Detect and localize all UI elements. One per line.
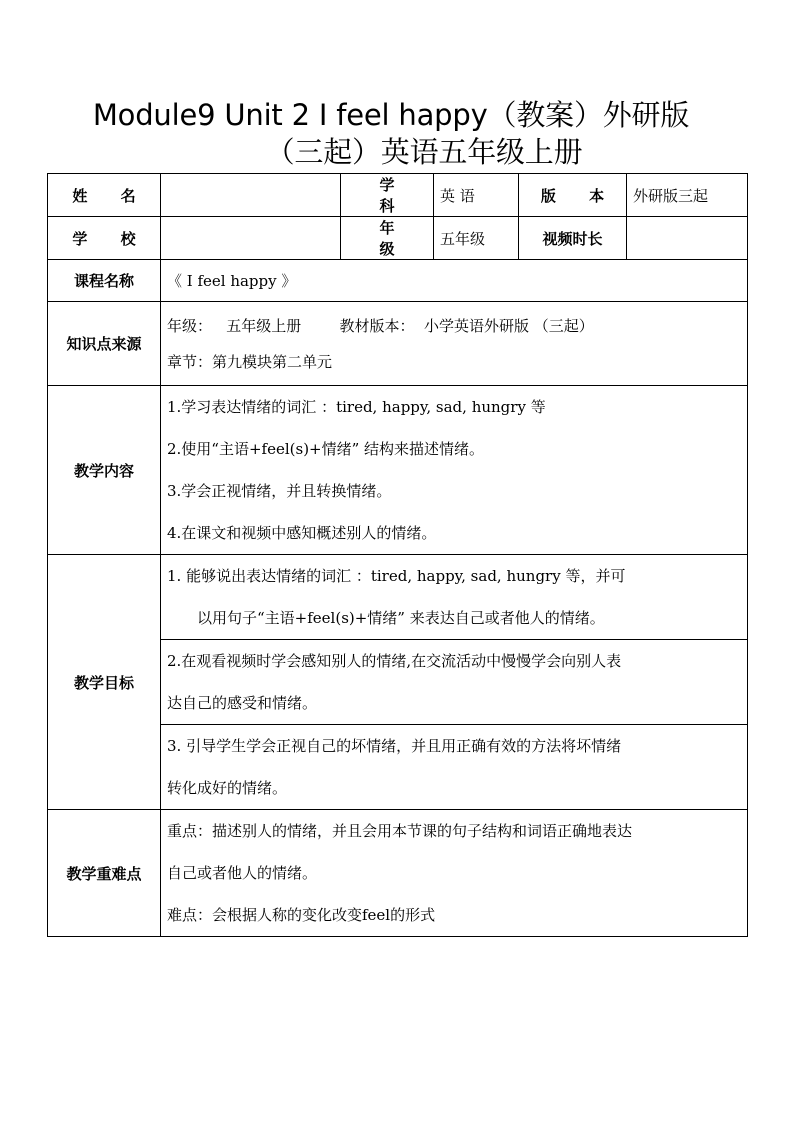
goal-3-line1: 3. 引导学生学会正视自己的坏情绪，并且用正确有效的方法将坏情绪 (167, 737, 622, 755)
goal-1 (161, 555, 748, 640)
row-school (48, 217, 748, 260)
name-value (161, 174, 341, 217)
goal-3-line2: 转化成好的情绪。 (167, 779, 288, 797)
goal-2 (161, 640, 748, 725)
goal-2-line1: 2.在观看视频时学会感知别人的情绪,在交流活动中慢慢学会向别人表 (167, 652, 622, 670)
document-title-line2: （三起）英语五年级上册 (265, 135, 583, 169)
lesson-info-table (47, 173, 748, 937)
grade-value: 五年级 (434, 217, 519, 260)
school-label: 学 校 (48, 217, 161, 260)
goal-2-line2: 达自己的感受和情绪。 (167, 694, 318, 712)
subject-label: 学 科 (341, 174, 434, 217)
row-source (48, 302, 748, 386)
course-label: 课程名称 (48, 260, 161, 302)
key-points-value (161, 810, 748, 937)
source-chapter: 章节：第九模块第二单元 (167, 352, 333, 371)
content-item: 4.在课文和视频中感知概述别人的情绪。 (167, 524, 437, 542)
row-course (48, 260, 748, 302)
edition-value: 外研版三起 (627, 174, 748, 217)
content-item: 1.学习表达情绪的词汇 ：tired, happy, sad, hungry 等 (167, 398, 546, 416)
document-title-line1: Module9 Unit 2 I feel happy（教案）外研版 (92, 98, 690, 132)
content-label: 教学内容 (48, 386, 161, 555)
content-value (161, 386, 748, 555)
school-value (161, 217, 341, 260)
subject-value: 英 语 (434, 174, 519, 217)
row-content (48, 386, 748, 555)
edition-label: 版 本 (519, 174, 627, 217)
course-value: 《 I feel happy 》 (161, 260, 748, 302)
row-goal-1 (48, 555, 748, 640)
key-points-label: 教学重难点 (48, 810, 161, 937)
goal-1-line2: 以用句子“主语+feel(s)+情绪” 来表达自己或者他人的情绪。 (197, 609, 605, 627)
grade-label: 年 级 (341, 217, 434, 260)
content-item: 3.学会正视情绪，并且转换情绪。 (167, 482, 392, 500)
source-value (161, 302, 748, 386)
key-point-line1: 重点：描述别人的情绪，并且会用本节课的句子结构和词语正确地表达 (167, 822, 633, 840)
source-grade-edition: 年级： 五年级上册 教材版本： 小学英语外研版 （三起） (167, 316, 594, 335)
goal-1-line1: 1. 能够说出表达情绪的词汇 ：tired, happy, sad, hungry 等，并可 (167, 567, 626, 585)
row-name (48, 174, 748, 217)
difficult-point-line: 难点：会根据人称的变化改变feel的形式 (167, 906, 436, 924)
video-duration-value (627, 217, 748, 260)
name-label: 姓 名 (48, 174, 161, 217)
row-key-points (48, 810, 748, 937)
goal-label: 教学目标 (48, 555, 161, 810)
content-item: 2.使用“主语+feel(s)+情绪” 结构来描述情绪。 (167, 440, 485, 458)
key-point-line2: 自己或者他人的情绪。 (167, 864, 318, 882)
goal-3 (161, 725, 748, 810)
source-label: 知识点来源 (48, 302, 161, 386)
video-duration-label: 视频时长 (519, 217, 627, 260)
